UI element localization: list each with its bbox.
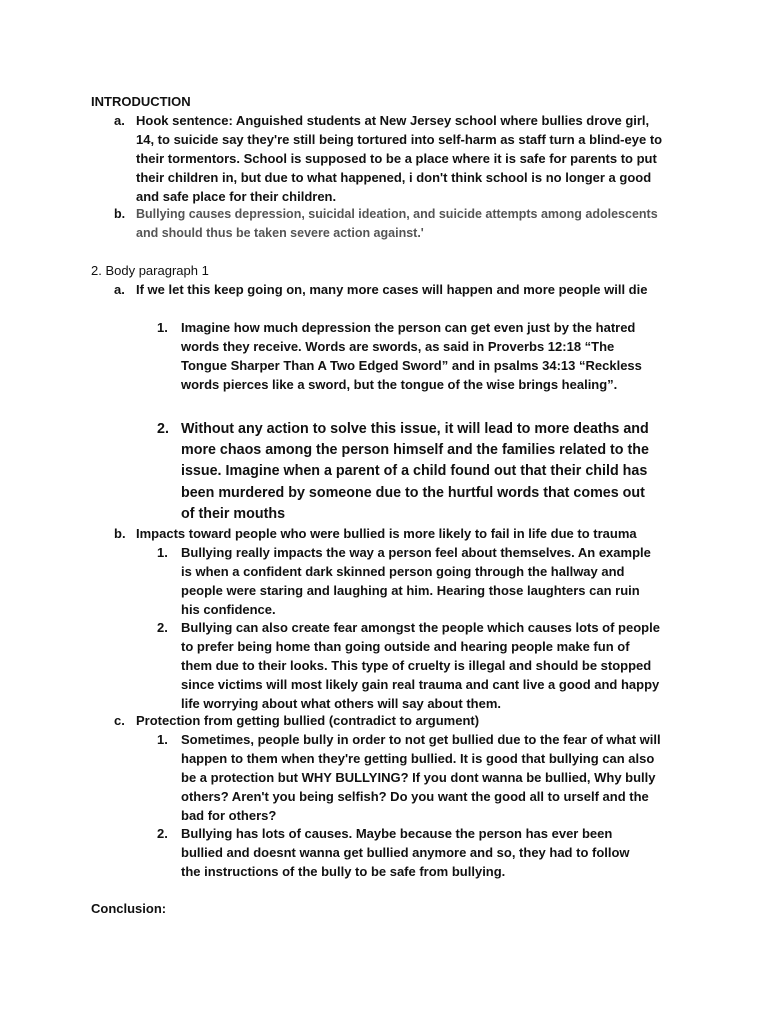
body-paragraph-heading: 2. Body paragraph 1 xyxy=(91,263,209,278)
body-item-b1-text: Bullying really impacts the way a person feel about themselves. An example is when a confident dark skinned person going through the hallway and people were staring and laughing at him. Hearing those laughters can ruin his confidence. xyxy=(181,545,651,617)
list-marker: 2. xyxy=(157,620,168,635)
intro-item-b xyxy=(114,205,681,243)
body-item-b xyxy=(114,524,681,543)
body-item-b2 xyxy=(157,618,661,713)
body-item-c1 xyxy=(157,730,665,825)
body-item-a2 xyxy=(157,419,656,525)
body-item-c1-text: Sometimes, people bully in order to not get bullied due to the fear of what will happen to them when they're getting bullied. It is good that bullying can also be a protection but WHY BULLYING? If you dont wanna be bullied, Why bully others? Aren't you being selfish? Do you want the good all to urself and the bad for others? xyxy=(181,732,661,823)
body-item-b2-text: Bullying can also create fear amongst the people which causes lots of people to prefer being home than going outside and hearing people make fun of them due to their looks. This type of cruelty is illegal and should be stopped since victims will most likely gain real trauma and cant live a good and happy life worrying about what others will say about them. xyxy=(181,620,660,711)
list-marker: 2. xyxy=(157,421,169,437)
list-marker: b. xyxy=(114,526,126,541)
list-marker: 1. xyxy=(157,320,168,335)
list-marker: b. xyxy=(114,207,126,221)
body-item-c xyxy=(114,711,666,730)
body-item-c2-text: Bullying has lots of causes. Maybe because the person has ever been bullied and doesnt wanna get bullied anymore and so, they had to follow the instructions of the bully to be safe from bullying. xyxy=(181,826,630,879)
body-item-b-text: Impacts toward people who were bullied is more likely to fail in life due to trauma xyxy=(136,526,637,541)
body-item-b1 xyxy=(157,543,651,619)
body-item-a-text: If we let this keep going on, many more cases will happen and more people will die xyxy=(136,282,648,297)
list-marker: 1. xyxy=(157,545,168,560)
list-marker: c. xyxy=(114,713,125,728)
body-item-c2 xyxy=(157,824,651,881)
list-marker: 1. xyxy=(157,732,168,747)
intro-item-a xyxy=(114,111,666,206)
conclusion-heading: Conclusion: xyxy=(91,901,167,916)
list-marker: a. xyxy=(114,282,125,297)
body-item-a2-text: Without any action to solve this issue, it will lead to more deaths and more chaos among the person himself and the families related to the issue. Imagine when a parent of a child found out that their child has been murdered by someone due to the hurtful words that comes out of their mouths xyxy=(181,421,649,522)
hook-sentence-text: Hook sentence: Anguished students at New Jersey school where bullies drove girl, 14, to suicide say they're still being tortured into self-harm as staff turn a blind-eye to their tormentors. School is supposed to be a place where it is safe for parents to put their children in, but due to what happened, i don't think school is no longer a good and safe place for their children. xyxy=(136,113,663,204)
thesis-text: Bullying causes depression, suicidal ideation, and suicide attempts among adolescents and should thus be taken severe action against.' xyxy=(136,207,658,240)
body-item-a1 xyxy=(157,318,661,394)
list-marker: 2. xyxy=(157,826,168,841)
introduction-heading: INTRODUCTION xyxy=(91,94,191,109)
body-item-a xyxy=(114,280,666,299)
body-item-a1-text: Imagine how much depression the person can get even just by the hatred words they receive. Words are swords, as said in Proverbs 12:18 “The Tongue Sharper Than A Two Edged Sword” and in psalms 34:13 “Reckless words pierces like a sword, but the tongue of the wise brings healing”. xyxy=(181,320,642,392)
body-item-c-text: Protection from getting bullied (contradict to argument) xyxy=(136,713,480,728)
list-marker: a. xyxy=(114,113,125,128)
